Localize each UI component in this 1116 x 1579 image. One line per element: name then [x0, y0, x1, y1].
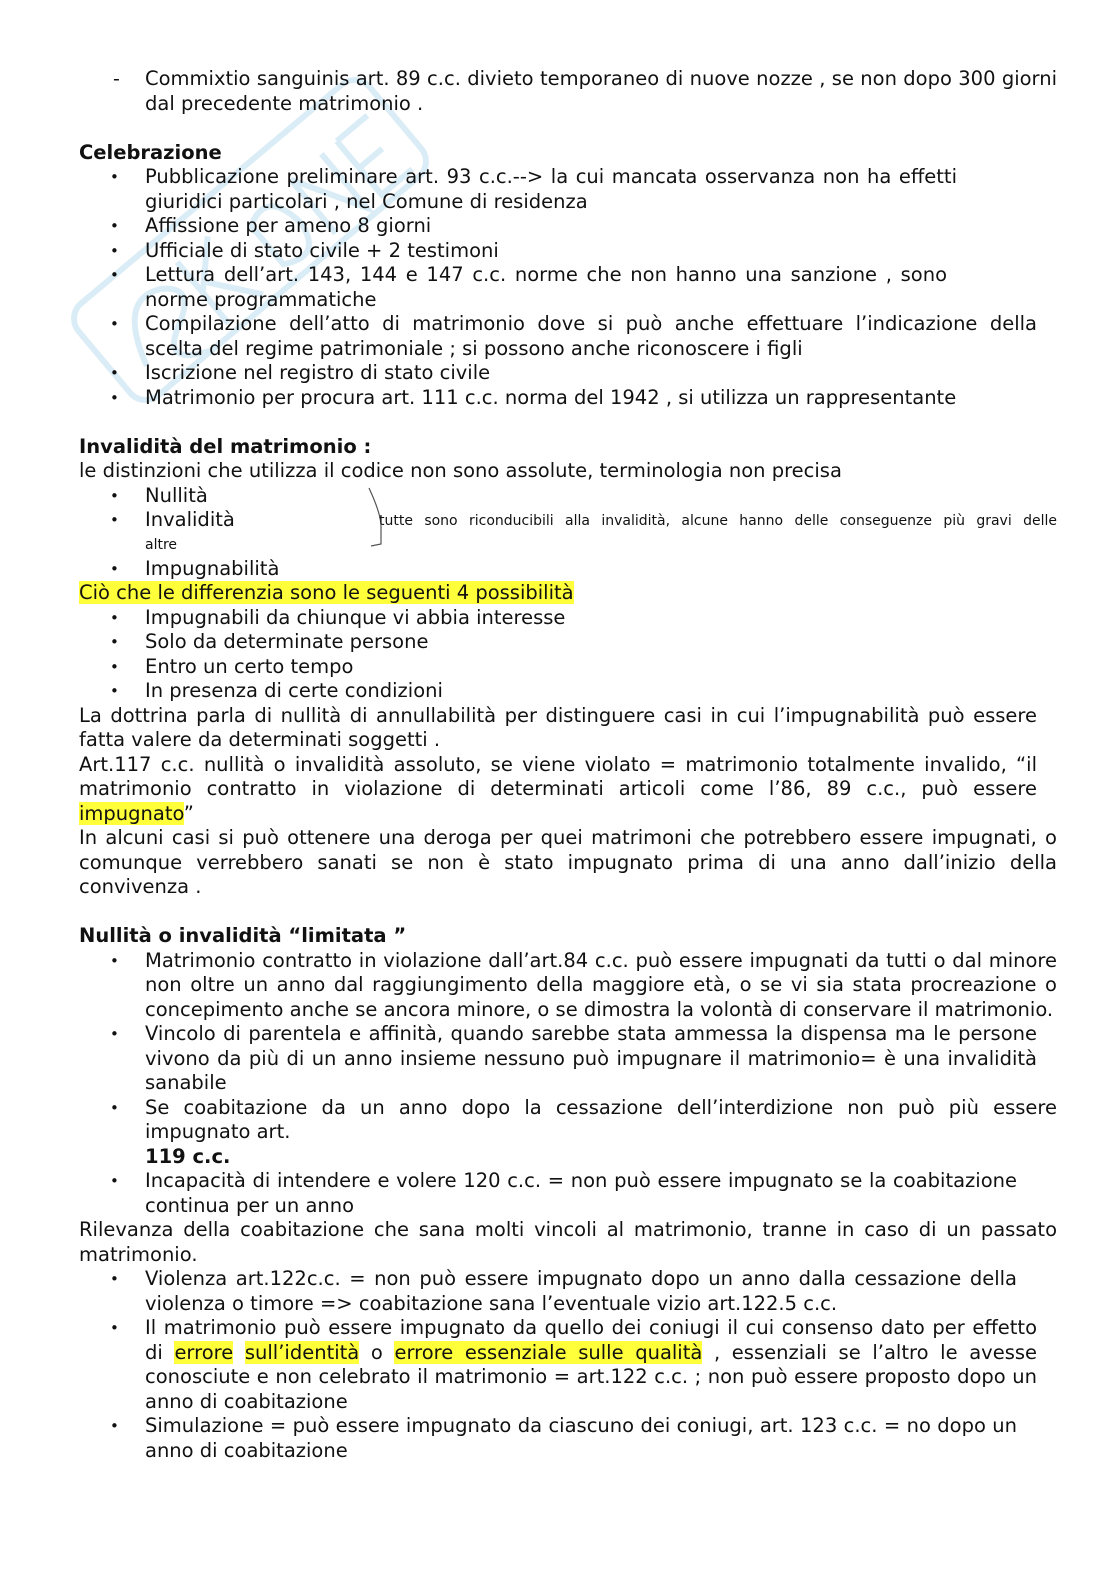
highlight-text: errore [174, 1340, 234, 1364]
celebrazione-list [79, 165, 1057, 410]
list-item [79, 312, 1057, 361]
item-text: Se coabitazione da un anno dopo la cessazione dell’interdizione non può più essere impugnato art. [145, 1095, 1057, 1143]
section-heading-invalidita: Invalidità del matrimonio : [79, 434, 372, 458]
list-item: • Incapacità di intendere e volere 120 c.c. = non può essere impugnato se la coabitazione continua per un anno [79, 1169, 1057, 1218]
highlighted-line [79, 581, 1057, 606]
item-text: Il matrimonio può essere impugnato da quello dei coniugi il cui consenso dato per effetto di [145, 1316, 1037, 1364]
list-item: • Solo da determinate persone [79, 630, 1057, 655]
list-item: • Iscrizione nel registro di stato civile [79, 361, 1057, 386]
item-text: Compilazione dell’atto di matrimonio [145, 312, 525, 335]
item-text: norma del 1942 , si utilizza un rappresentante [504, 385, 957, 409]
document-page [79, 67, 1057, 1463]
list-item: • Vincolo di parentela e affinità, quando sarebbe stata ammessa la dispensa ma le persone vivono da più di un anno insieme nessuno può impugnare il matrimonio= è una invalidità sanabile [79, 1022, 1057, 1096]
paragraph-text: ” [183, 801, 194, 825]
paragraph-text: per distinguere casi in cui l’impugnabilità può essere fatta valere da determinati soggetti . [79, 703, 1037, 751]
list-item: • Ufficiale di stato civile + 2 testimoni [79, 239, 1057, 264]
list-item: • In presenza di certe condizioni [79, 679, 1057, 704]
invalidita-types-list-cont [79, 557, 1057, 582]
list-item: • Impugnabili da chiunque vi abbia interesse [79, 606, 1057, 631]
item-text: norme che non hanno una sanzione , sono norme programmatiche [145, 263, 948, 311]
side-note-continuation: altre [145, 536, 178, 553]
section-heading-celebrazione: Celebrazione [79, 140, 222, 164]
side-note: tutte sono riconducibili alla invalidità, alcune hanno delle conseguenze più gravi delle [379, 513, 1057, 529]
paragraph-text: nullità o invalidità assoluto, se viene violato = matrimonio totalmente invalido, “il matrimonio contratto in violazione di determinati articoli come l’86, 89 c.c., può essere [79, 752, 1037, 800]
paragraph-text: La dottrina parla di nullità di annullabilità [79, 703, 497, 727]
list-item: • Violenza art.122c.c. = non può essere impugnato dopo un anno dalla cessazione della violenza o timore => coabitazione sana l’eventuale vizio art.122.5 c.c. [79, 1267, 1057, 1316]
list-item [79, 1316, 1057, 1414]
list-item: • Affissione per ameno 8 giorni [79, 214, 1057, 239]
paragraph [79, 753, 1057, 827]
item-text: , essenziali se l’altro le avesse conosciute e non celebrato il matrimonio = art.122 c.c. ; non può essere proposto dopo un anno di coabitazione [145, 1340, 1038, 1413]
intro-list [79, 67, 1057, 116]
list-item [79, 1096, 1057, 1170]
paragraph [79, 704, 1057, 753]
limitata-list-2 [79, 1267, 1057, 1463]
item-text: Lettura dell’art. 143, 144 e 147 c.c. [145, 263, 507, 286]
list-item: • Nullità [79, 484, 1057, 509]
item-text: o [359, 1340, 395, 1364]
item-text: Matrimonio per procura art. 111 c.c. [145, 385, 499, 409]
highlight-text: errore essenziale sulle qualità [394, 1340, 703, 1364]
paragraph-text: Art.117 c.c. [79, 752, 195, 776]
list-item: • Impugnabilità [79, 557, 1057, 582]
bold-reference: 119 c.c. [145, 1144, 231, 1168]
highlight-text: impugnato [79, 801, 184, 825]
list-item [79, 67, 1057, 116]
item-text: dove si può anche effettuare l’indicazione della scelta del regime patrimoniale ; si possono anche riconoscere i figli [145, 312, 1038, 360]
list-item [79, 508, 1057, 533]
paragraph: le distinzioni che utilizza il codice non sono assolute, terminologia non precisa [79, 459, 842, 482]
item-text: Invalidità [145, 508, 235, 531]
invalidita-types-list [79, 484, 1057, 533]
highlight-text: Ciò che le differenzia sono le seguenti 4 possibilità [79, 581, 574, 604]
item-text: Commixtio sanguinis art. 89 c.c. [145, 67, 461, 90]
highlight-text: sull’identità [244, 1340, 360, 1364]
limitata-list [79, 949, 1057, 1219]
paragraph: In alcuni casi si può ottenere una deroga per quei matrimoni che potrebbero essere impugnati, o comunque verrebbero sanati se non è stato impugnato prima di una anno dall’inizio della convivenza . [79, 826, 1057, 898]
list-item [79, 263, 1057, 312]
list-item: • Matrimonio contratto in violazione dall’art.84 c.c. può essere impugnati da tutti o dal minore non oltre un anno dal raggiungimento della maggiore età, o se vi sia stata procreazione o concepimento anche se ancora minore, o se dimostra la volontà di conservare il matrimonio. [79, 949, 1057, 1023]
item-text: divieto temporaneo di nuove nozze , se non dopo 300 giorni dal precedente matrimonio . [145, 67, 1058, 115]
list-item: • Pubblicazione preliminare art. 93 c.c.--> la cui mancata osservanza non ha effetti giuridici particolari , nel Comune di residenza [79, 165, 1057, 214]
list-item: • Simulazione = può essere impugnato da ciascuno dei coniugi, art. 123 c.c. = no dopo un anno di coabitazione [79, 1414, 1057, 1463]
section-heading-limitata: Nullità o invalidità “limitata ” [79, 924, 407, 947]
possibilities-list [79, 606, 1057, 704]
list-item: • Entro un certo tempo [79, 655, 1057, 680]
paragraph: Rilevanza della coabitazione che sana molti vincoli al matrimonio, tranne in caso di un passato matrimonio. [79, 1218, 1057, 1266]
list-item [79, 386, 1057, 411]
